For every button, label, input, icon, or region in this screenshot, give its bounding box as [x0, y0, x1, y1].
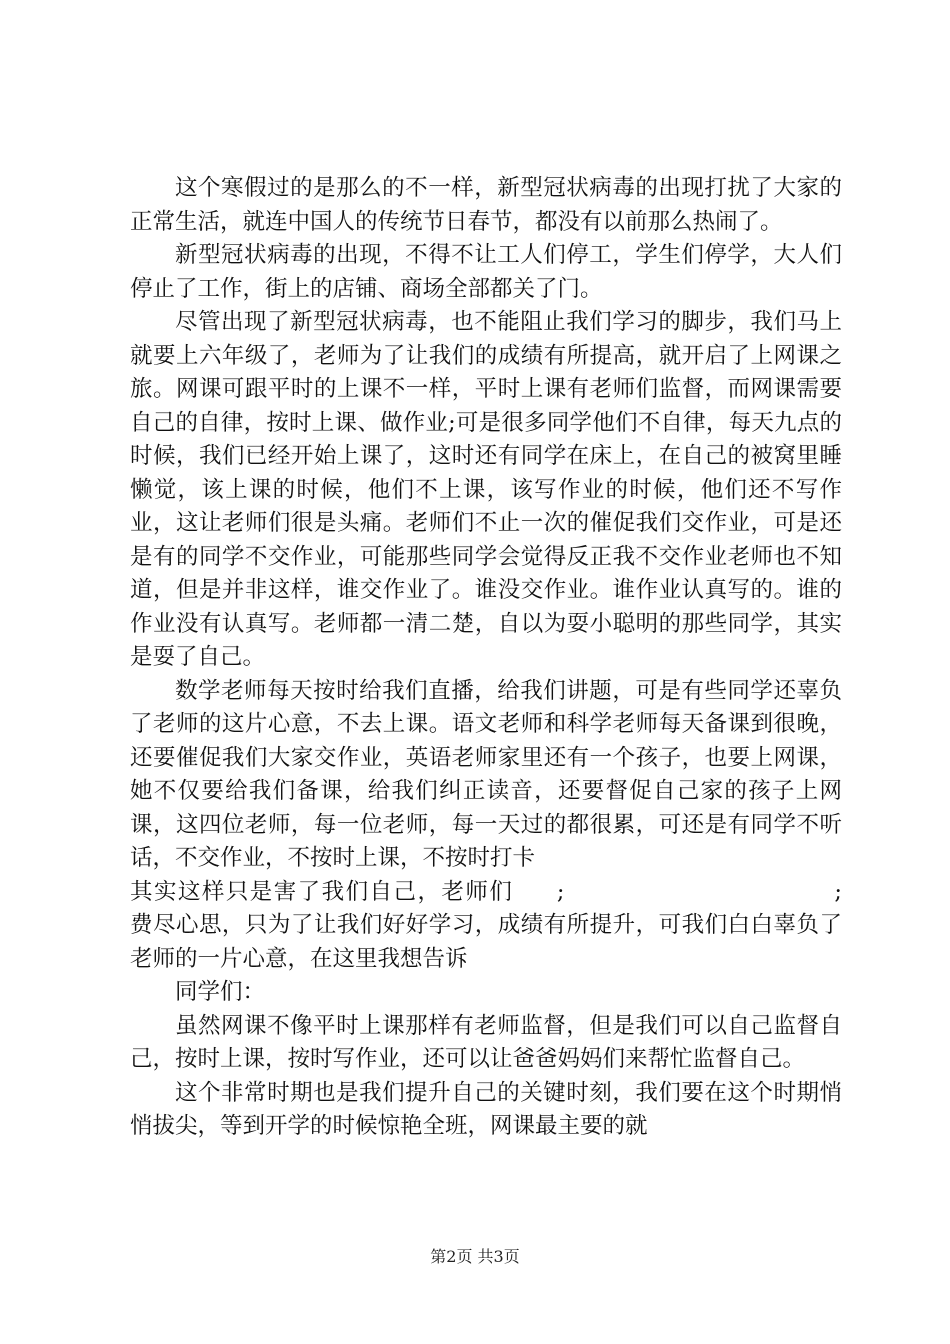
paragraph-7: 虽然网课不像平时上课那样有老师监督，但是我们可以自己监督自己，按时上课，按时写作业，还可以让爸爸妈妈们来帮忙监督自己。: [130, 1012, 842, 1072]
paragraph-5: 其实这样只是害了我们自己，老师们费尽心思，只为了让我们好好学习，成绩有所提升，可我们白白辜负了老师的一片心意，在这里我想告诉: [130, 878, 842, 972]
page-number: 第2页 共3页: [430, 1247, 520, 1266]
paragraph-8: 这个非常时期也是我们提升自己的关键时刻，我们要在这个时期悄悄拔尖，等到开学的时候惊艳全班，网课最主要的就: [130, 1079, 842, 1139]
paragraph-6: 同学们：: [175, 979, 266, 1005]
paragraph-2: 新型冠状病毒的出现，不得不让工人们停工，学生们停学，大人们停止了工作，街上的店铺、商场全部都关了门。: [130, 242, 842, 302]
paragraph-1: 这个寒假过的是那么的不一样，新型冠状病毒的出现打扰了大家的正常生活，就连中国人的传统节日春节，都没有以前那么热闹了。: [130, 175, 842, 235]
paragraph-4: [130, 675, 842, 905]
paragraph-4-semicolons: ; ;: [556, 878, 842, 905]
document-body: [130, 172, 842, 1144]
paragraph-4-text: 数学老师每天按时给我们直播，给我们讲题，可是有些同学还辜负了老师的这片心意，不去上课。语文老师和科学老师每天备课到很晚，还要催促我们大家交作业，英语老师家里还有一个孩子，也要上网课，她不仅要给我们备课，给我们纠正读音，还要督促自己家的孩子上网课，这四位老师，每一位老师，每一天过的都很累，可还是有同学不听话，不交作业，不按时上课，不按时打卡: [130, 677, 842, 871]
paragraph-3: 尽管出现了新型冠状病毒，也不能阻止我们学习的脚步，我们马上就要上六年级了，老师为了让我们的成绩有所提高，就开启了上网课之旅。网课可跟平时的上课不一样，平时上课有老师们监督，而网课需要自己的自律，按时上课、做作业;可是很多同学他们不自律，每天九点的时候，我们已经开始上课了，这时还有同学在床上，在自己的被窝里睡懒觉，该上课的时候，他们不上课，该写作业的时候，他们还不写作业，这让老师们很是头痛。老师们不止一次的催促我们交作业，可是还是有的同学不交作业，可能那些同学会觉得反正我不交作业老师也不知道，但是并非这样，谁交作业了。谁没交作业。谁作业认真写的。谁的作业没有认真写。老师都一清二楚，自以为耍小聪明的那些同学，其实是耍了自己。: [130, 309, 842, 670]
